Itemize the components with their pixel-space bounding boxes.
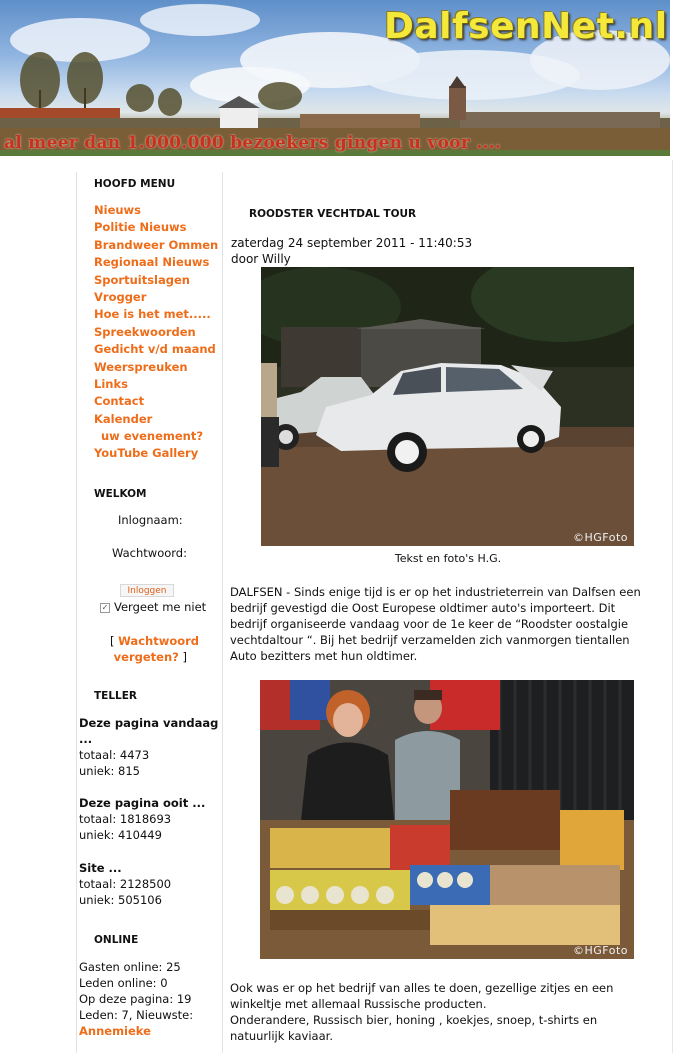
stat-site-title: Site ...	[79, 861, 122, 875]
photo1-watermark: ©HGFoto	[572, 531, 628, 544]
site-title[interactable]: DalfsenNet.nl	[384, 6, 668, 47]
stat-ever-unique: uniek: 410449	[79, 828, 162, 842]
menu-item-gedicht[interactable]: Gedicht v/d maand	[94, 342, 216, 357]
remember-me[interactable]	[100, 600, 206, 614]
online-members: Leden online: 0	[79, 976, 168, 990]
sidebar-left-border	[76, 172, 77, 1053]
menu-item-regionaal-nieuws[interactable]: Regionaal Nieuws	[94, 255, 210, 270]
remember-me-label: Vergeet me niet	[114, 600, 207, 614]
welcome-heading: WELKOM	[94, 488, 147, 500]
menu-item-sportuitslagen[interactable]: Sportuitslagen	[94, 272, 190, 287]
article-paragraph-2-line2: Onderandere, Russisch bier, honing , koekjes, snoep, t-shirts en natuurlijk kaviaar.	[230, 1013, 598, 1043]
remember-me-checkbox[interactable]: ✓	[101, 602, 109, 612]
main-menu-heading: HOOFD MENU	[94, 178, 176, 190]
menu-item-nieuws[interactable]: Nieuws	[94, 203, 142, 217]
menu-item-links[interactable]: Links	[94, 376, 128, 391]
teller-heading: TELLER	[94, 690, 137, 702]
article-paragraph-2-line1: Ook was er op het bedrijf van alles te doen, gezellige zitjes en een winkeltje met allemaal Russische producten.	[230, 981, 614, 1011]
menu-item-kalender[interactable]: Kalender	[94, 411, 153, 426]
stat-today-title: Deze pagina vandaag	[79, 716, 219, 730]
online-on-page: Op deze pagina: 19	[79, 992, 192, 1006]
photo-caption: Tekst en foto's H.G.	[394, 552, 502, 565]
russian-products-stall-image	[260, 680, 634, 959]
stat-today-unique: uniek: 815	[79, 764, 140, 778]
password-label: Wachtwoord:	[112, 546, 187, 560]
menu-item-youtube-gallery[interactable]: YouTube Gallery	[94, 446, 199, 461]
main-menu	[94, 202, 218, 463]
russian-shop-photo	[260, 680, 634, 959]
stat-ever-total: totaal: 1818693	[79, 812, 172, 826]
oldtimer-car-photo	[261, 267, 634, 546]
username-label: Inlognaam:	[118, 513, 183, 527]
oldtimer-car-image	[261, 267, 634, 546]
stat-site-total: totaal: 2128500	[79, 877, 172, 891]
banner-slogan: al meer dan 1.000.000 bezoekers gingen u voor ....	[4, 133, 502, 153]
menu-item-politie-nieuws[interactable]: Politie Nieuws	[94, 220, 187, 235]
article-title: ROODSTER VECHTDAL TOUR	[249, 208, 417, 220]
menu-item-spreekwoorden[interactable]: Spreekwoorden	[94, 324, 196, 339]
menu-item-weerspreuken[interactable]: Weerspreuken	[94, 359, 188, 374]
article-paragraph-2	[230, 980, 645, 1044]
forgot-password-link-line1[interactable]: Wachtwoord	[118, 634, 200, 648]
online-guests: Gasten online: 25	[79, 960, 181, 974]
menu-item-brandweer-ommen[interactable]: Brandweer Ommen	[94, 237, 219, 252]
stat-today-total: totaal: 4473	[79, 748, 150, 762]
menu-item-contact[interactable]: Contact	[94, 394, 145, 409]
forgot-password	[110, 633, 199, 665]
stat-today-ellipsis: ...	[79, 732, 93, 746]
header-banner	[0, 0, 670, 156]
stat-ever-title: Deze pagina ooit ...	[79, 796, 206, 810]
stat-site-unique: uniek: 505106	[79, 893, 162, 907]
article-author: door Willy	[231, 252, 291, 266]
bracket-close: ]	[182, 650, 187, 664]
article-date: zaterdag 24 september 2011 - 11:40:53	[231, 236, 473, 250]
forgot-password-link-line2[interactable]: vergeten?	[113, 650, 179, 664]
photo2-watermark: ©HGFoto	[572, 944, 628, 957]
column-divider	[222, 172, 223, 1053]
login-button[interactable]: Inloggen	[120, 584, 174, 597]
newest-member-link[interactable]: Annemieke	[79, 1024, 151, 1038]
menu-item-vrogger[interactable]: Vrogger	[94, 289, 147, 304]
online-members-newest: Leden: 7, Nieuwste:	[79, 1008, 194, 1022]
content-right-border	[672, 160, 673, 1053]
article-paragraph-1: DALFSEN - Sinds enige tijd is er op het industrieterrein van Dalfsen een bedrijf gevestigd die Oost Europese oldtimer auto's importeert. Dit bedrijf organiseerde vandaag voor de 1e keer de “Roodster oostalgie vechtdaltour “. Bij het bedrijf verzamelden zich vanmorgen tientallen Auto bezitters met hun oldtimer.	[230, 585, 641, 663]
menu-item-uw-evenement[interactable]: uw evenement?	[101, 429, 204, 444]
bracket-open: [	[110, 634, 115, 648]
online-heading: ONLINE	[94, 934, 139, 946]
menu-item-hoe-is-het-met[interactable]: Hoe is het met.....	[94, 307, 211, 322]
